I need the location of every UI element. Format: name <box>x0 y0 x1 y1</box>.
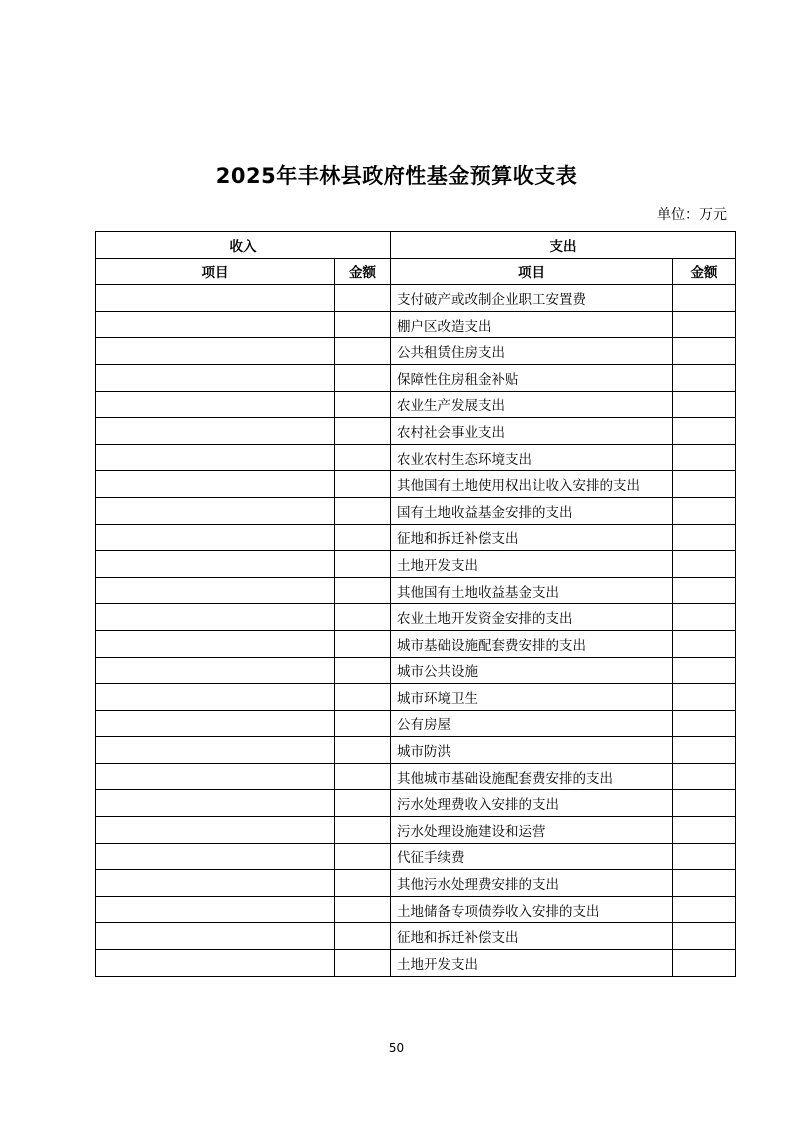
income-amount-cell <box>335 364 391 391</box>
table-row <box>96 604 736 631</box>
table-body <box>96 285 736 976</box>
table-row <box>96 684 736 711</box>
expense-item-cell: 其他污水处理费安排的支出 <box>391 870 673 897</box>
table-row <box>96 285 736 312</box>
income-item-cell <box>96 843 335 870</box>
income-item-cell <box>96 444 335 471</box>
expense-amount-cell <box>673 817 736 844</box>
income-item-cell <box>96 950 335 977</box>
income-amount-cell <box>335 391 391 418</box>
table-row <box>96 364 736 391</box>
income-amount-cell <box>335 657 391 684</box>
income-amount-cell <box>335 418 391 445</box>
income-item-cell <box>96 338 335 365</box>
table-row <box>96 710 736 737</box>
table-row <box>96 497 736 524</box>
income-item-cell <box>96 923 335 950</box>
income-item-cell <box>96 418 335 445</box>
income-item-column-header: 项目 <box>96 258 335 285</box>
income-item-cell <box>96 311 335 338</box>
income-item-cell <box>96 657 335 684</box>
expense-item-cell: 其他国有土地使用权出让收入安排的支出 <box>391 471 673 498</box>
expense-item-column-header: 项目 <box>391 258 673 285</box>
income-amount-cell <box>335 790 391 817</box>
income-amount-cell <box>335 737 391 764</box>
income-item-cell <box>96 551 335 578</box>
table-row <box>96 790 736 817</box>
income-amount-cell <box>335 950 391 977</box>
expense-amount-cell <box>673 338 736 365</box>
income-item-cell <box>96 364 335 391</box>
table-row <box>96 896 736 923</box>
table-row <box>96 843 736 870</box>
expense-amount-cell <box>673 311 736 338</box>
income-amount-column-header: 金额 <box>335 258 391 285</box>
budget-table <box>95 231 736 977</box>
income-item-cell <box>96 471 335 498</box>
page-title: 2025年丰林县政府性基金预算收支表 <box>215 164 578 188</box>
expense-item-cell: 污水处理设施建设和运营 <box>391 817 673 844</box>
expense-item-cell: 征地和拆迁补偿支出 <box>391 923 673 950</box>
table-row <box>96 737 736 764</box>
expense-amount-cell <box>673 657 736 684</box>
income-header: 收入 <box>96 232 391 259</box>
table-row <box>96 817 736 844</box>
income-amount-cell <box>335 630 391 657</box>
income-item-cell <box>96 577 335 604</box>
expense-amount-column-header: 金额 <box>673 258 736 285</box>
expense-item-cell: 土地开发支出 <box>391 950 673 977</box>
income-amount-cell <box>335 577 391 604</box>
income-amount-cell <box>335 444 391 471</box>
income-amount-cell <box>335 471 391 498</box>
income-amount-cell <box>335 923 391 950</box>
income-item-cell <box>96 524 335 551</box>
expense-item-cell: 公有房屋 <box>391 710 673 737</box>
expense-item-cell: 棚户区改造支出 <box>391 311 673 338</box>
expense-item-cell: 土地储备专项债券收入安排的支出 <box>391 896 673 923</box>
table-row <box>96 551 736 578</box>
table-row <box>96 950 736 977</box>
table-row <box>96 338 736 365</box>
table-row <box>96 923 736 950</box>
table-row <box>96 444 736 471</box>
expense-item-cell: 污水处理费收入安排的支出 <box>391 790 673 817</box>
income-amount-cell <box>335 870 391 897</box>
expense-amount-cell <box>673 630 736 657</box>
expense-item-cell: 公共租赁住房支出 <box>391 338 673 365</box>
income-item-cell <box>96 763 335 790</box>
expense-amount-cell <box>673 790 736 817</box>
expense-item-cell: 保障性住房租金补贴 <box>391 364 673 391</box>
income-item-cell <box>96 896 335 923</box>
expense-item-cell: 城市防洪 <box>391 737 673 764</box>
expense-item-cell: 城市环境卫生 <box>391 684 673 711</box>
expense-amount-cell <box>673 418 736 445</box>
expense-amount-cell <box>673 896 736 923</box>
expense-item-cell: 代征手续费 <box>391 843 673 870</box>
income-item-cell <box>96 630 335 657</box>
income-amount-cell <box>335 551 391 578</box>
expense-amount-cell <box>673 950 736 977</box>
expense-amount-cell <box>673 577 736 604</box>
expense-item-cell: 征地和拆迁补偿支出 <box>391 524 673 551</box>
expense-amount-cell <box>673 684 736 711</box>
table-row <box>96 577 736 604</box>
expense-amount-cell <box>673 391 736 418</box>
expense-item-cell: 支付破产或改制企业职工安置费 <box>391 285 673 312</box>
expense-item-cell: 城市基础设施配套费安排的支出 <box>391 630 673 657</box>
table-row <box>96 418 736 445</box>
table-row <box>96 630 736 657</box>
expense-item-cell: 其他城市基础设施配套费安排的支出 <box>391 763 673 790</box>
expense-amount-cell <box>673 923 736 950</box>
expense-amount-cell <box>673 444 736 471</box>
income-item-cell <box>96 684 335 711</box>
income-item-cell <box>96 790 335 817</box>
income-amount-cell <box>335 311 391 338</box>
table-row <box>96 524 736 551</box>
table-row <box>96 311 736 338</box>
expense-item-cell: 其他国有土地收益基金支出 <box>391 577 673 604</box>
expense-amount-cell <box>673 843 736 870</box>
expense-amount-cell <box>673 763 736 790</box>
expense-amount-cell <box>673 870 736 897</box>
expense-header: 支出 <box>391 232 736 259</box>
expense-item-cell: 农业农村生态环境支出 <box>391 444 673 471</box>
column-header-row <box>96 258 736 285</box>
expense-amount-cell <box>673 497 736 524</box>
expense-amount-cell <box>673 710 736 737</box>
income-item-cell <box>96 604 335 631</box>
expense-item-cell: 土地开发支出 <box>391 551 673 578</box>
income-item-cell <box>96 497 335 524</box>
income-amount-cell <box>335 684 391 711</box>
income-item-cell <box>96 391 335 418</box>
expense-amount-cell <box>673 551 736 578</box>
income-item-cell <box>96 285 335 312</box>
income-item-cell <box>96 737 335 764</box>
income-amount-cell <box>335 497 391 524</box>
expense-item-cell: 城市公共设施 <box>391 657 673 684</box>
expense-amount-cell <box>673 471 736 498</box>
expense-item-cell: 农业生产发展支出 <box>391 391 673 418</box>
income-amount-cell <box>335 896 391 923</box>
income-amount-cell <box>335 710 391 737</box>
expense-amount-cell <box>673 285 736 312</box>
expense-amount-cell <box>673 524 736 551</box>
income-amount-cell <box>335 285 391 312</box>
group-header-row <box>96 232 736 259</box>
table-row <box>96 870 736 897</box>
income-amount-cell <box>335 604 391 631</box>
page-number: 50 <box>388 1041 405 1055</box>
expense-item-cell: 国有土地收益基金安排的支出 <box>391 497 673 524</box>
income-amount-cell <box>335 763 391 790</box>
income-item-cell <box>96 870 335 897</box>
income-amount-cell <box>335 817 391 844</box>
expense-amount-cell <box>673 364 736 391</box>
table-row <box>96 391 736 418</box>
income-amount-cell <box>335 843 391 870</box>
income-amount-cell <box>335 524 391 551</box>
income-item-cell <box>96 710 335 737</box>
table-row <box>96 763 736 790</box>
expense-item-cell: 农村社会事业支出 <box>391 418 673 445</box>
expense-amount-cell <box>673 604 736 631</box>
income-amount-cell <box>335 338 391 365</box>
table-row <box>96 471 736 498</box>
table-row <box>96 657 736 684</box>
unit-label: 单位：万元 <box>657 207 727 223</box>
expense-item-cell: 农业土地开发资金安排的支出 <box>391 604 673 631</box>
expense-amount-cell <box>673 737 736 764</box>
income-item-cell <box>96 817 335 844</box>
